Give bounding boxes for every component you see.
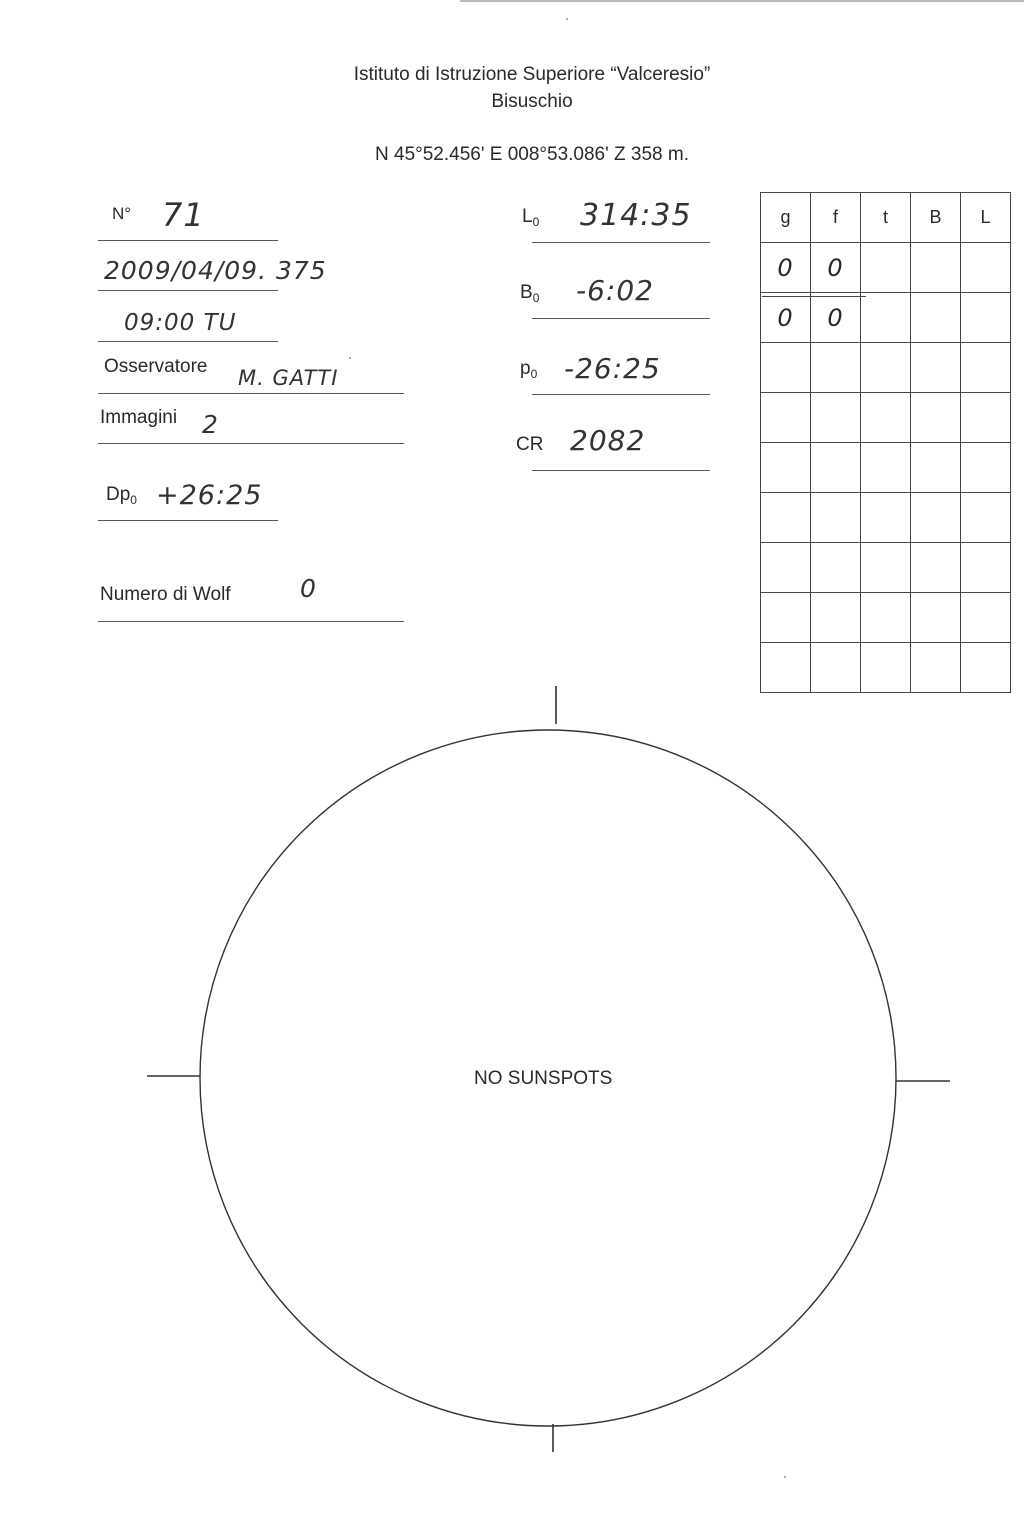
grid-cell: 0: [811, 243, 861, 293]
observer-label: Osservatore: [104, 356, 208, 377]
date-value: 2009/04/09. 375: [104, 256, 327, 285]
number-label: N°: [112, 204, 132, 223]
scan-speck: [566, 18, 568, 20]
cr-label: CR: [516, 434, 544, 455]
number-value: 71: [162, 196, 205, 234]
no-sunspots-label: NO SUNSPOTS: [474, 1068, 613, 1089]
images-value: 2: [202, 410, 219, 439]
wolf-label: Numero di Wolf: [100, 584, 231, 605]
dp0-subscript: 0: [130, 493, 137, 507]
l0-label-text: L: [522, 206, 533, 227]
cr-value: 2082: [570, 424, 646, 457]
dp0-value: +26:25: [156, 480, 263, 511]
grid-header-l: L: [961, 193, 1011, 243]
b0-value: -6:02: [576, 274, 654, 307]
institute-town: Bisuschio: [491, 91, 573, 112]
grid-header-g: g: [761, 193, 811, 243]
dp0-label-text: Dp: [106, 484, 131, 505]
wolf-value: 0: [300, 574, 317, 603]
grid-cell: 0: [811, 293, 861, 343]
station-coordinates: N 45°52.456' E 008°53.086' Z 358 m.: [375, 144, 689, 165]
institute-title: Istituto di Istruzione Superiore “Valceresio”: [353, 64, 711, 85]
scan-speck: [349, 357, 351, 359]
grid-cell: 0: [761, 293, 811, 343]
p0-value: -26:25: [564, 352, 661, 385]
b0-subscript: 0: [532, 291, 540, 305]
time-value: 09:00 TU: [124, 310, 237, 336]
p0-label-text: p: [520, 358, 531, 379]
grid-header-b: B: [911, 193, 961, 243]
p0-subscript: 0: [530, 367, 538, 381]
grid-header-t: t: [861, 193, 911, 243]
observer-value: M. GATTI: [238, 366, 339, 390]
l0-value: 314:35: [580, 198, 692, 233]
grid-cell: 0: [761, 243, 811, 293]
b0-label-text: B: [520, 282, 533, 303]
l0-subscript: 0: [532, 215, 540, 229]
scan-speck: [784, 1476, 786, 1478]
grid-header-f: f: [811, 193, 861, 243]
images-label: Immagini: [100, 407, 178, 428]
